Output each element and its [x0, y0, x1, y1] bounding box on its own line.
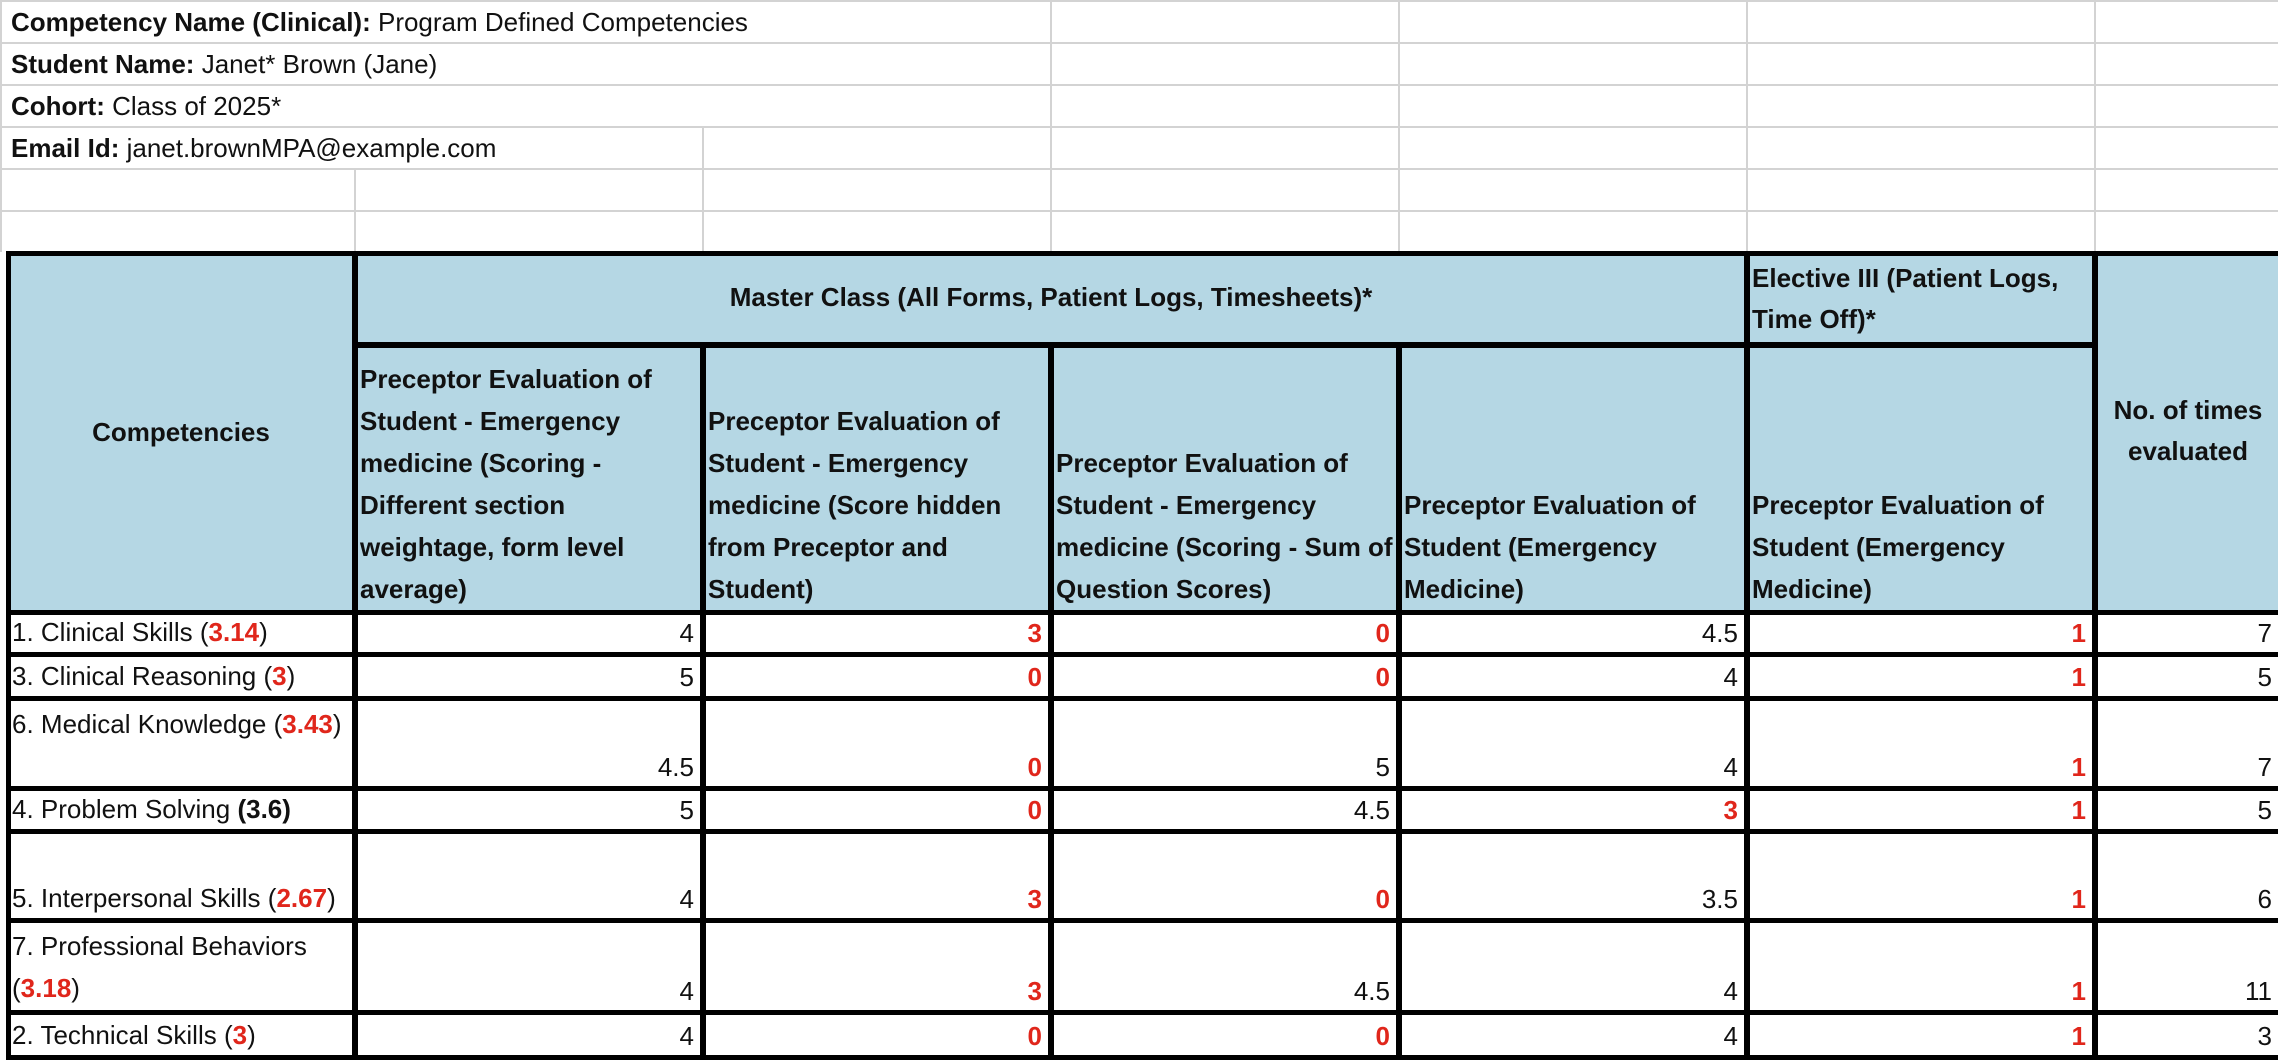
- score-cell: 0: [1027, 1021, 1042, 1051]
- header-col5: Preceptor Evaluation of Student (Emergency Medicine): [1752, 490, 2044, 604]
- evaluation-count-cell: 3: [2257, 1021, 2272, 1051]
- email-label: Email Id:: [11, 133, 120, 163]
- competency-name: 4. Problem Solving: [12, 794, 238, 824]
- evaluation-count-cell: 5: [2257, 662, 2272, 692]
- score-cell: 0: [1375, 884, 1390, 914]
- score-cell: 4: [1723, 662, 1738, 692]
- competency-name-line: [11, 7, 748, 37]
- score-cell: 1: [2071, 1021, 2086, 1051]
- score-cell: 0: [1027, 795, 1042, 825]
- competency-average: 3.6: [246, 794, 283, 824]
- evaluation-count-cell: 11: [2245, 976, 2272, 1006]
- score-cell: 3: [1723, 795, 1738, 825]
- score-cell: 3.5: [1701, 884, 1738, 914]
- score-cell: 4: [679, 1021, 694, 1051]
- email-line: [11, 133, 496, 163]
- header-count: No. of times evaluated: [2113, 395, 2263, 466]
- score-cell: 0: [1375, 618, 1390, 648]
- score-cell: 4: [1723, 752, 1738, 782]
- competency-name: 7. Professional Behaviors (: [12, 931, 307, 1003]
- score-cell: 4: [679, 976, 694, 1006]
- header-col4: Preceptor Evaluation of Student (Emergency Medicine): [1404, 490, 1696, 604]
- score-cell: 4.5: [1353, 795, 1390, 825]
- score-cell: 0: [1027, 752, 1042, 782]
- competency-name-value: Program Defined Competencies: [370, 7, 748, 37]
- score-cell: 4.5: [657, 752, 694, 782]
- score-cell: 3: [1027, 884, 1042, 914]
- score-cell: 1: [2071, 662, 2086, 692]
- competency-name: 6. Medical Knowledge (: [12, 709, 283, 739]
- competency-row-label: 6. Medical Knowledge (3.43): [12, 709, 342, 739]
- cohort-value: Class of 2025*: [104, 91, 282, 121]
- cohort-line: [11, 91, 281, 121]
- score-cell: 3: [1027, 618, 1042, 648]
- student-name-line: [11, 49, 437, 79]
- evaluation-count-cell: 6: [2257, 884, 2272, 914]
- competency-average: 2.67: [276, 883, 328, 913]
- competency-name: 2. Technical Skills (: [12, 1020, 233, 1050]
- score-cell: 5: [679, 662, 694, 692]
- header-col1: Preceptor Evaluation of Student - Emergency medicine (Scoring - Different section weightage, form level average): [360, 364, 652, 604]
- score-cell: 0: [1375, 1021, 1390, 1051]
- student-name-value: Janet* Brown (Jane): [194, 49, 438, 79]
- competency-average: 3.18: [20, 973, 72, 1003]
- competency-row-label: 1. Clinical Skills (3.14): [12, 617, 268, 647]
- evaluation-count-cell: 5: [2257, 795, 2272, 825]
- score-cell: 4.5: [1701, 618, 1738, 648]
- competency-name: 5. Interpersonal Skills (: [12, 883, 277, 913]
- score-cell: 5: [679, 795, 694, 825]
- competency-average: 3: [272, 661, 287, 691]
- score-cell: 4: [679, 884, 694, 914]
- score-cell: 4.5: [1353, 976, 1390, 1006]
- score-cell: 3: [1027, 976, 1042, 1006]
- score-cell: 4: [679, 618, 694, 648]
- score-cell: 1: [2071, 884, 2086, 914]
- evaluation-count-cell: 7: [2257, 618, 2272, 648]
- header-col2: Preceptor Evaluation of Student - Emergency medicine (Score hidden from Preceptor and Student): [708, 406, 1002, 604]
- header-master-class: Master Class (All Forms, Patient Logs, Timesheets)*: [729, 282, 1373, 312]
- score-cell: 5: [1375, 752, 1390, 782]
- competency-row-label: 2. Technical Skills (3): [12, 1020, 256, 1050]
- header-elective: Elective III (Patient Logs, Time Off)*: [1752, 263, 2059, 334]
- score-cell: 4: [1723, 1021, 1738, 1051]
- competency-name: 3. Clinical Reasoning (: [12, 661, 273, 691]
- competency-row-label: 5. Interpersonal Skills (2.67): [12, 883, 336, 913]
- competency-name-label: Competency Name (Clinical):: [11, 7, 371, 37]
- competency-name: 1. Clinical Skills (: [12, 617, 209, 647]
- evaluation-count-cell: 7: [2257, 752, 2272, 782]
- student-name-label: Student Name:: [11, 49, 195, 79]
- email-value: janet.brownMPA@example.com: [119, 133, 497, 163]
- score-cell: 1: [2071, 795, 2086, 825]
- competency-average: 3: [232, 1020, 248, 1050]
- competency-average: 3.14: [208, 617, 260, 647]
- score-cell: 1: [2071, 618, 2086, 648]
- score-cell: 1: [2071, 752, 2086, 782]
- header-col3: Preceptor Evaluation of Student - Emergency medicine (Scoring - Sum of Question Scores): [1056, 448, 1393, 604]
- score-cell: 0: [1027, 662, 1042, 692]
- cohort-label: Cohort:: [11, 91, 105, 121]
- competency-row-label: 3. Clinical Reasoning (3): [12, 661, 296, 691]
- competency-row-label: 7. Professional Behaviors (3.18): [12, 931, 307, 1003]
- score-cell: 1: [2071, 976, 2086, 1006]
- score-cell: 0: [1375, 662, 1390, 692]
- competency-average: 3.43: [282, 709, 333, 739]
- header-competencies: Competencies: [92, 417, 270, 447]
- score-cell: 4: [1723, 976, 1738, 1006]
- competency-row-label: 4. Problem Solving (3.6): [12, 794, 291, 824]
